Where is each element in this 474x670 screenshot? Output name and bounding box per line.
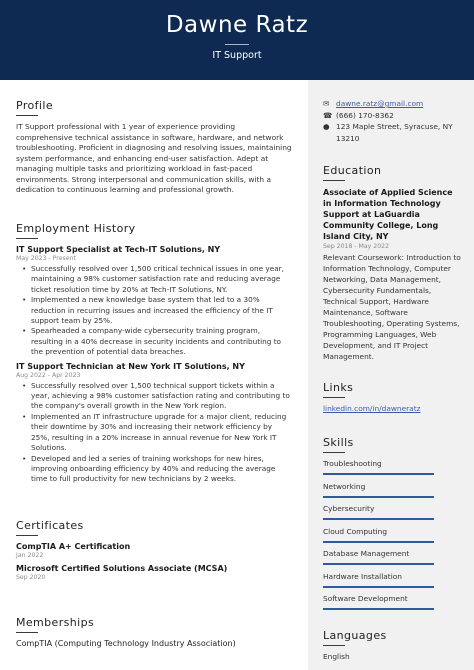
section-title: Skills: [323, 436, 354, 449]
header-divider: [225, 44, 249, 45]
skill-name: Networking: [323, 481, 366, 491]
skill-name: Software Development: [323, 594, 408, 603]
skill-level-bar: [323, 563, 434, 565]
skill-name: Cloud Computing: [323, 526, 388, 536]
skill-item: [323, 594, 463, 610]
section-divider: [16, 632, 38, 633]
section-divider: [323, 452, 345, 453]
skill-item: [323, 504, 463, 520]
certificate-name: CompTIA A+ Certification: [16, 542, 131, 551]
section-title: Education: [323, 164, 382, 177]
employment-section: [16, 222, 292, 485]
location-pin-icon: ●: [323, 122, 330, 131]
languages-section: [323, 629, 463, 661]
job-entry: [16, 362, 292, 485]
job-bullet: • Implemented a new knowledge base system that led to a 30% reduction in recurring issues and increased the efficiency of the IT support team by 25%.: [16, 295, 292, 326]
skill-level-fill: [323, 518, 434, 520]
job-title: IT Support Technician at New York IT Solutions, NY: [16, 361, 245, 371]
job-bullets: [16, 381, 292, 485]
section-title: Certificates: [16, 519, 84, 532]
skill-item: [323, 549, 463, 565]
degree-title: Associate of Applied Science in Information Technology Support at LaGuardia Community College, Long Island City, NY: [323, 188, 453, 241]
section-divider: [323, 397, 345, 398]
phone-text: (666) 170-8362: [336, 110, 394, 120]
certificate-entry: [16, 564, 292, 581]
job-entry: [16, 245, 292, 358]
section-divider: [16, 535, 38, 536]
education-dates: Sep 2018 - May 2022: [323, 243, 390, 250]
section-title: Profile: [16, 99, 54, 112]
profile-section: [16, 99, 292, 196]
section-title: Links: [323, 381, 354, 394]
envelope-icon: ✉: [323, 99, 330, 108]
section-title: Languages: [323, 629, 387, 642]
job-bullet: • Developed and led a series of training workshops for new hires, improving onboarding efficiency by 40% and reducing the average time to full productivity for new technicians by 2 weeks.: [16, 454, 292, 485]
job-bullets: [16, 264, 292, 358]
skills-section: [323, 436, 463, 617]
phone-icon: ☎: [323, 110, 333, 120]
contact-email-row: [323, 98, 463, 110]
certificate-name: Microsoft Certified Solutions Associate (MCSA): [16, 564, 228, 573]
skill-level-bar: [323, 586, 434, 588]
skill-level-bar: [323, 496, 434, 498]
section-divider: [16, 238, 38, 239]
links-section: [323, 381, 463, 413]
skill-item: [323, 482, 463, 498]
certificate-date: Sep 2020: [16, 574, 46, 581]
memberships-section: [16, 616, 292, 648]
candidate-role: IT Support: [212, 50, 262, 61]
skill-level-fill: [323, 586, 434, 588]
skill-level-fill: [323, 563, 434, 565]
certificate-date: Jan 2022: [16, 552, 44, 559]
coursework-text: Relevant Coursework: Introduction to Information Technology, Computer Networking, Data Management, Cybersecurity Fundamentals, Technical Support, Hardware Maintenance, Software Troubleshooting, Operating Systems, Programming Languages, Web Development, and IT Project Management.: [323, 253, 461, 361]
job-bullet: • Implemented an IT infrastructure upgrade for a major client, reducing their downtime by 30% and increasing their network efficiency by 25%, resulting in a 20% increase in annual revenue for New York IT Solutions.: [16, 412, 292, 454]
skill-name: Cybersecurity: [323, 504, 375, 513]
profile-text: IT Support professional with 1 year of experience providing comprehensive technical assistance in software, hardware, and network troubleshooting. Proficient in diagnosing and resolving issues, maintaining system performance, and enhancing end-user satisfaction. Adept at managing multiple tasks and prioritizing workload in fast-paced environments. Strong interpersonal and communication skills, with a dedication to continuous learning and professional growth.: [16, 122, 292, 194]
skill-level-bar: [323, 518, 434, 520]
skill-item: [323, 527, 463, 543]
job-dates: Aug 2022 - Apr 2023: [16, 371, 81, 379]
skills-list: [323, 459, 463, 610]
section-divider: [323, 645, 345, 646]
skill-level-bar: [323, 541, 434, 543]
skill-item: [323, 572, 463, 588]
resume-header: [0, 0, 474, 80]
skill-name: Hardware Installation: [323, 571, 402, 581]
skill-level-fill: [323, 473, 434, 475]
job-bullet: • Spearheaded a company-wide cybersecurity training program, resulting in a 40% decrease in security incidents and contributing to the prevention of potential data breaches.: [16, 326, 292, 357]
contact-section: [323, 98, 463, 144]
email-link[interactable]: dawne.ratz@gmail.com: [336, 99, 424, 108]
language-item: English: [323, 652, 350, 661]
linkedin-link[interactable]: linkedin.com/in/dawneratz: [323, 404, 421, 413]
certificates-section: [16, 519, 292, 583]
job-title: IT Support Specialist at Tech-IT Solutions, NY: [16, 245, 221, 254]
education-section: [323, 164, 463, 362]
section-divider: [323, 180, 345, 181]
skill-level-bar: [323, 608, 434, 610]
section-title: Memberships: [16, 616, 95, 629]
candidate-name: Dawne Ratz: [165, 12, 309, 38]
job-bullet: • Successfully resolved over 1,500 critical technical issues in one year, maintaining a 98% customer satisfaction rate and reducing average ticket resolution time by 20% at Tech-IT Solutions, NY.: [16, 264, 292, 295]
skill-item: [323, 459, 463, 475]
job-bullet: • Successfully resolved over 1,500 technical support tickets within a year, achieving a 98% customer satisfaction rating and contributing to the company's overall growth in the New York region.: [16, 381, 292, 412]
address-text: 123 Maple Street, Syracuse, NY 13210: [336, 122, 453, 143]
section-divider: [16, 115, 38, 116]
section-title: Employment History: [16, 222, 136, 235]
skill-name: Database Management: [323, 549, 410, 558]
skill-level-fill: [323, 541, 434, 543]
skill-level-bar: [323, 473, 434, 475]
contact-phone-row: [323, 110, 463, 122]
skill-name: Troubleshooting: [323, 459, 382, 468]
skill-level-fill: [323, 496, 434, 498]
membership-item: CompTIA (Computing Technology Industry Association): [16, 639, 236, 648]
skill-level-fill: [323, 608, 434, 610]
contact-address-row: [323, 121, 463, 144]
job-dates: May 2023 - Present: [16, 255, 76, 262]
certificate-entry: [16, 542, 292, 559]
